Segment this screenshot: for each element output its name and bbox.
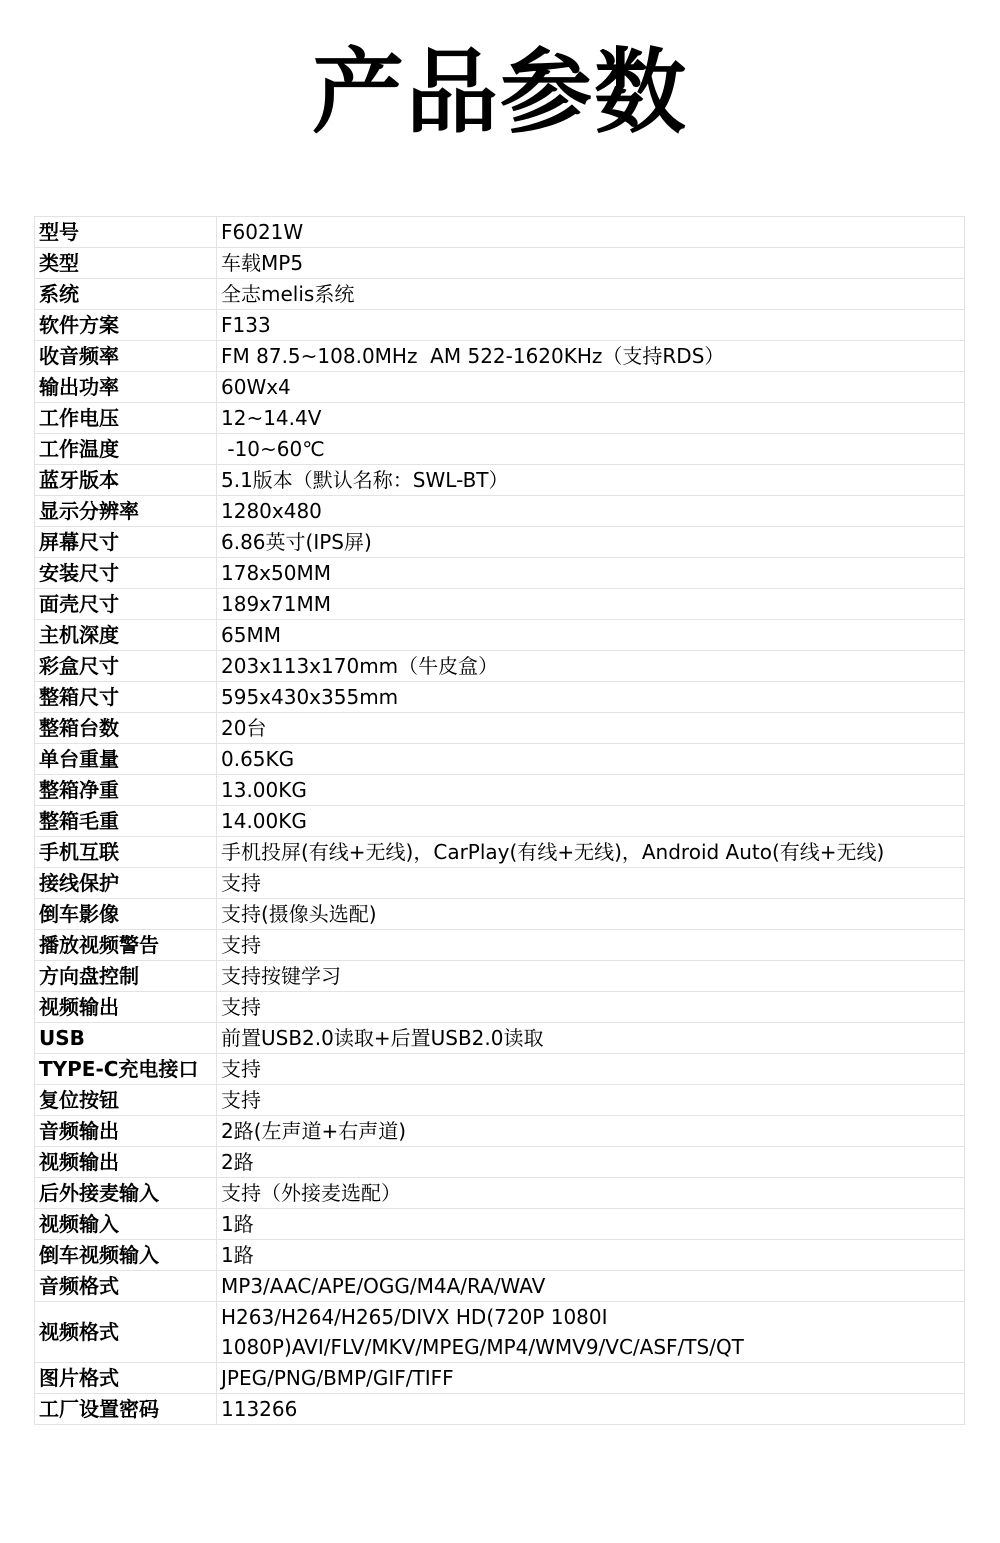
spec-label: 工作温度 xyxy=(35,434,217,465)
spec-value: 支持 xyxy=(217,930,965,961)
spec-row xyxy=(35,868,965,899)
spec-row xyxy=(35,682,965,713)
spec-label: 安装尺寸 xyxy=(35,558,217,589)
spec-value: 13.00KG xyxy=(217,775,965,806)
spec-value: 支持 xyxy=(217,1054,965,1085)
spec-row xyxy=(35,434,965,465)
spec-label: 方向盘控制 xyxy=(35,961,217,992)
spec-value: 全志melis系统 xyxy=(217,279,965,310)
spec-row xyxy=(35,589,965,620)
spec-label: 倒车影像 xyxy=(35,899,217,930)
spec-label: 视频输出 xyxy=(35,992,217,1023)
spec-label: 后外接麦输入 xyxy=(35,1178,217,1209)
spec-value: 手机投屏(有线+无线)，CarPlay(有线+无线)，Android Auto(有线+无线) xyxy=(217,837,965,868)
spec-row xyxy=(35,341,965,372)
spec-row xyxy=(35,806,965,837)
spec-row xyxy=(35,1178,965,1209)
spec-row xyxy=(35,1209,965,1240)
spec-value: 203x113x170mm（牛皮盒） xyxy=(217,651,965,682)
spec-row xyxy=(35,1054,965,1085)
spec-value: 595x430x355mm xyxy=(217,682,965,713)
spec-value: 支持 xyxy=(217,992,965,1023)
spec-row xyxy=(35,651,965,682)
spec-row xyxy=(35,248,965,279)
spec-label: 软件方案 xyxy=(35,310,217,341)
spec-label: 收音频率 xyxy=(35,341,217,372)
spec-value: 113266 xyxy=(217,1394,965,1425)
spec-row xyxy=(35,775,965,806)
spec-value: 1路 xyxy=(217,1209,965,1240)
spec-value: 12~14.4V xyxy=(217,403,965,434)
spec-label: 视频格式 xyxy=(35,1302,217,1363)
spec-label: 主机深度 xyxy=(35,620,217,651)
spec-label: 复位按钮 xyxy=(35,1085,217,1116)
spec-value: 0.65KG xyxy=(217,744,965,775)
spec-value: 支持（外接麦选配） xyxy=(217,1178,965,1209)
spec-row xyxy=(35,930,965,961)
spec-row xyxy=(35,1023,965,1054)
spec-value: F6021W xyxy=(217,217,965,248)
spec-label: 工厂设置密码 xyxy=(35,1394,217,1425)
spec-row xyxy=(35,279,965,310)
spec-row xyxy=(35,1116,965,1147)
spec-label: 整箱台数 xyxy=(35,713,217,744)
spec-label: 音频格式 xyxy=(35,1271,217,1302)
spec-value: -10~60℃ xyxy=(217,434,965,465)
spec-label: 整箱尺寸 xyxy=(35,682,217,713)
spec-row xyxy=(35,1363,965,1394)
spec-row xyxy=(35,961,965,992)
spec-label: 倒车视频输入 xyxy=(35,1240,217,1271)
spec-row xyxy=(35,1271,965,1302)
spec-value: 14.00KG xyxy=(217,806,965,837)
spec-label: 工作电压 xyxy=(35,403,217,434)
spec-label: 输出功率 xyxy=(35,372,217,403)
spec-label: 视频输出 xyxy=(35,1147,217,1178)
spec-value: JPEG/PNG/BMP/GIF/TIFF xyxy=(217,1363,965,1394)
spec-value: 2路 xyxy=(217,1147,965,1178)
spec-row xyxy=(35,992,965,1023)
spec-row xyxy=(35,527,965,558)
spec-row xyxy=(35,1147,965,1178)
spec-row xyxy=(35,372,965,403)
spec-row xyxy=(35,620,965,651)
spec-label: 图片格式 xyxy=(35,1363,217,1394)
spec-label: 类型 xyxy=(35,248,217,279)
spec-label: 屏幕尺寸 xyxy=(35,527,217,558)
spec-value: 189x71MM xyxy=(217,589,965,620)
spec-row xyxy=(35,403,965,434)
spec-table-body xyxy=(35,217,965,1425)
spec-value: 20台 xyxy=(217,713,965,744)
spec-row xyxy=(35,713,965,744)
spec-value: 支持按键学习 xyxy=(217,961,965,992)
spec-value: 支持(摄像头选配) xyxy=(217,899,965,930)
spec-value: 前置USB2.0读取+后置USB2.0读取 xyxy=(217,1023,965,1054)
spec-label: 接线保护 xyxy=(35,868,217,899)
spec-label: 整箱毛重 xyxy=(35,806,217,837)
spec-row xyxy=(35,496,965,527)
spec-label: 型号 xyxy=(35,217,217,248)
spec-table xyxy=(34,216,965,1425)
spec-value: FM 87.5~108.0MHz AM 522-1620KHz（支持RDS） xyxy=(217,341,965,372)
spec-value: 1280x480 xyxy=(217,496,965,527)
spec-label: 整箱净重 xyxy=(35,775,217,806)
spec-row xyxy=(35,1085,965,1116)
spec-label: 视频输入 xyxy=(35,1209,217,1240)
spec-row xyxy=(35,837,965,868)
page-title: 产品参数 xyxy=(311,39,688,146)
spec-label: 蓝牙版本 xyxy=(35,465,217,496)
spec-value: 支持 xyxy=(217,1085,965,1116)
spec-value: 6.86英寸(IPS屏) xyxy=(217,527,965,558)
spec-value: MP3/AAC/APE/OGG/M4A/RA/WAV xyxy=(217,1271,965,1302)
spec-value: 5.1版本（默认名称：SWL-BT） xyxy=(217,465,965,496)
spec-row xyxy=(35,744,965,775)
spec-label: 系统 xyxy=(35,279,217,310)
spec-value: 60Wx4 xyxy=(217,372,965,403)
spec-value: 178x50MM xyxy=(217,558,965,589)
spec-label: 播放视频警告 xyxy=(35,930,217,961)
spec-value: 支持 xyxy=(217,868,965,899)
spec-row xyxy=(35,310,965,341)
spec-value: 1路 xyxy=(217,1240,965,1271)
spec-value: F133 xyxy=(217,310,965,341)
spec-label: 单台重量 xyxy=(35,744,217,775)
spec-label: 手机互联 xyxy=(35,837,217,868)
spec-value: 车载MP5 xyxy=(217,248,965,279)
spec-label: USB xyxy=(35,1023,217,1054)
spec-row xyxy=(35,558,965,589)
spec-label: 音频输出 xyxy=(35,1116,217,1147)
spec-value: 65MM xyxy=(217,620,965,651)
spec-row xyxy=(35,217,965,248)
spec-value: 2路(左声道+右声道) xyxy=(217,1116,965,1147)
spec-row xyxy=(35,899,965,930)
spec-row xyxy=(35,1394,965,1425)
spec-row xyxy=(35,1302,965,1363)
spec-row xyxy=(35,1240,965,1271)
spec-label: 彩盒尺寸 xyxy=(35,651,217,682)
spec-row xyxy=(35,465,965,496)
spec-label: 面壳尺寸 xyxy=(35,589,217,620)
spec-label: 显示分辨率 xyxy=(35,496,217,527)
spec-value: H263/H264/H265/DIVX HD(720P 1080I 1080P)AVI/FLV/MKV/MPEG/MP4/WMV9/VC/ASF/TS/QT xyxy=(217,1302,965,1363)
spec-label: TYPE-C充电接口 xyxy=(35,1054,217,1085)
